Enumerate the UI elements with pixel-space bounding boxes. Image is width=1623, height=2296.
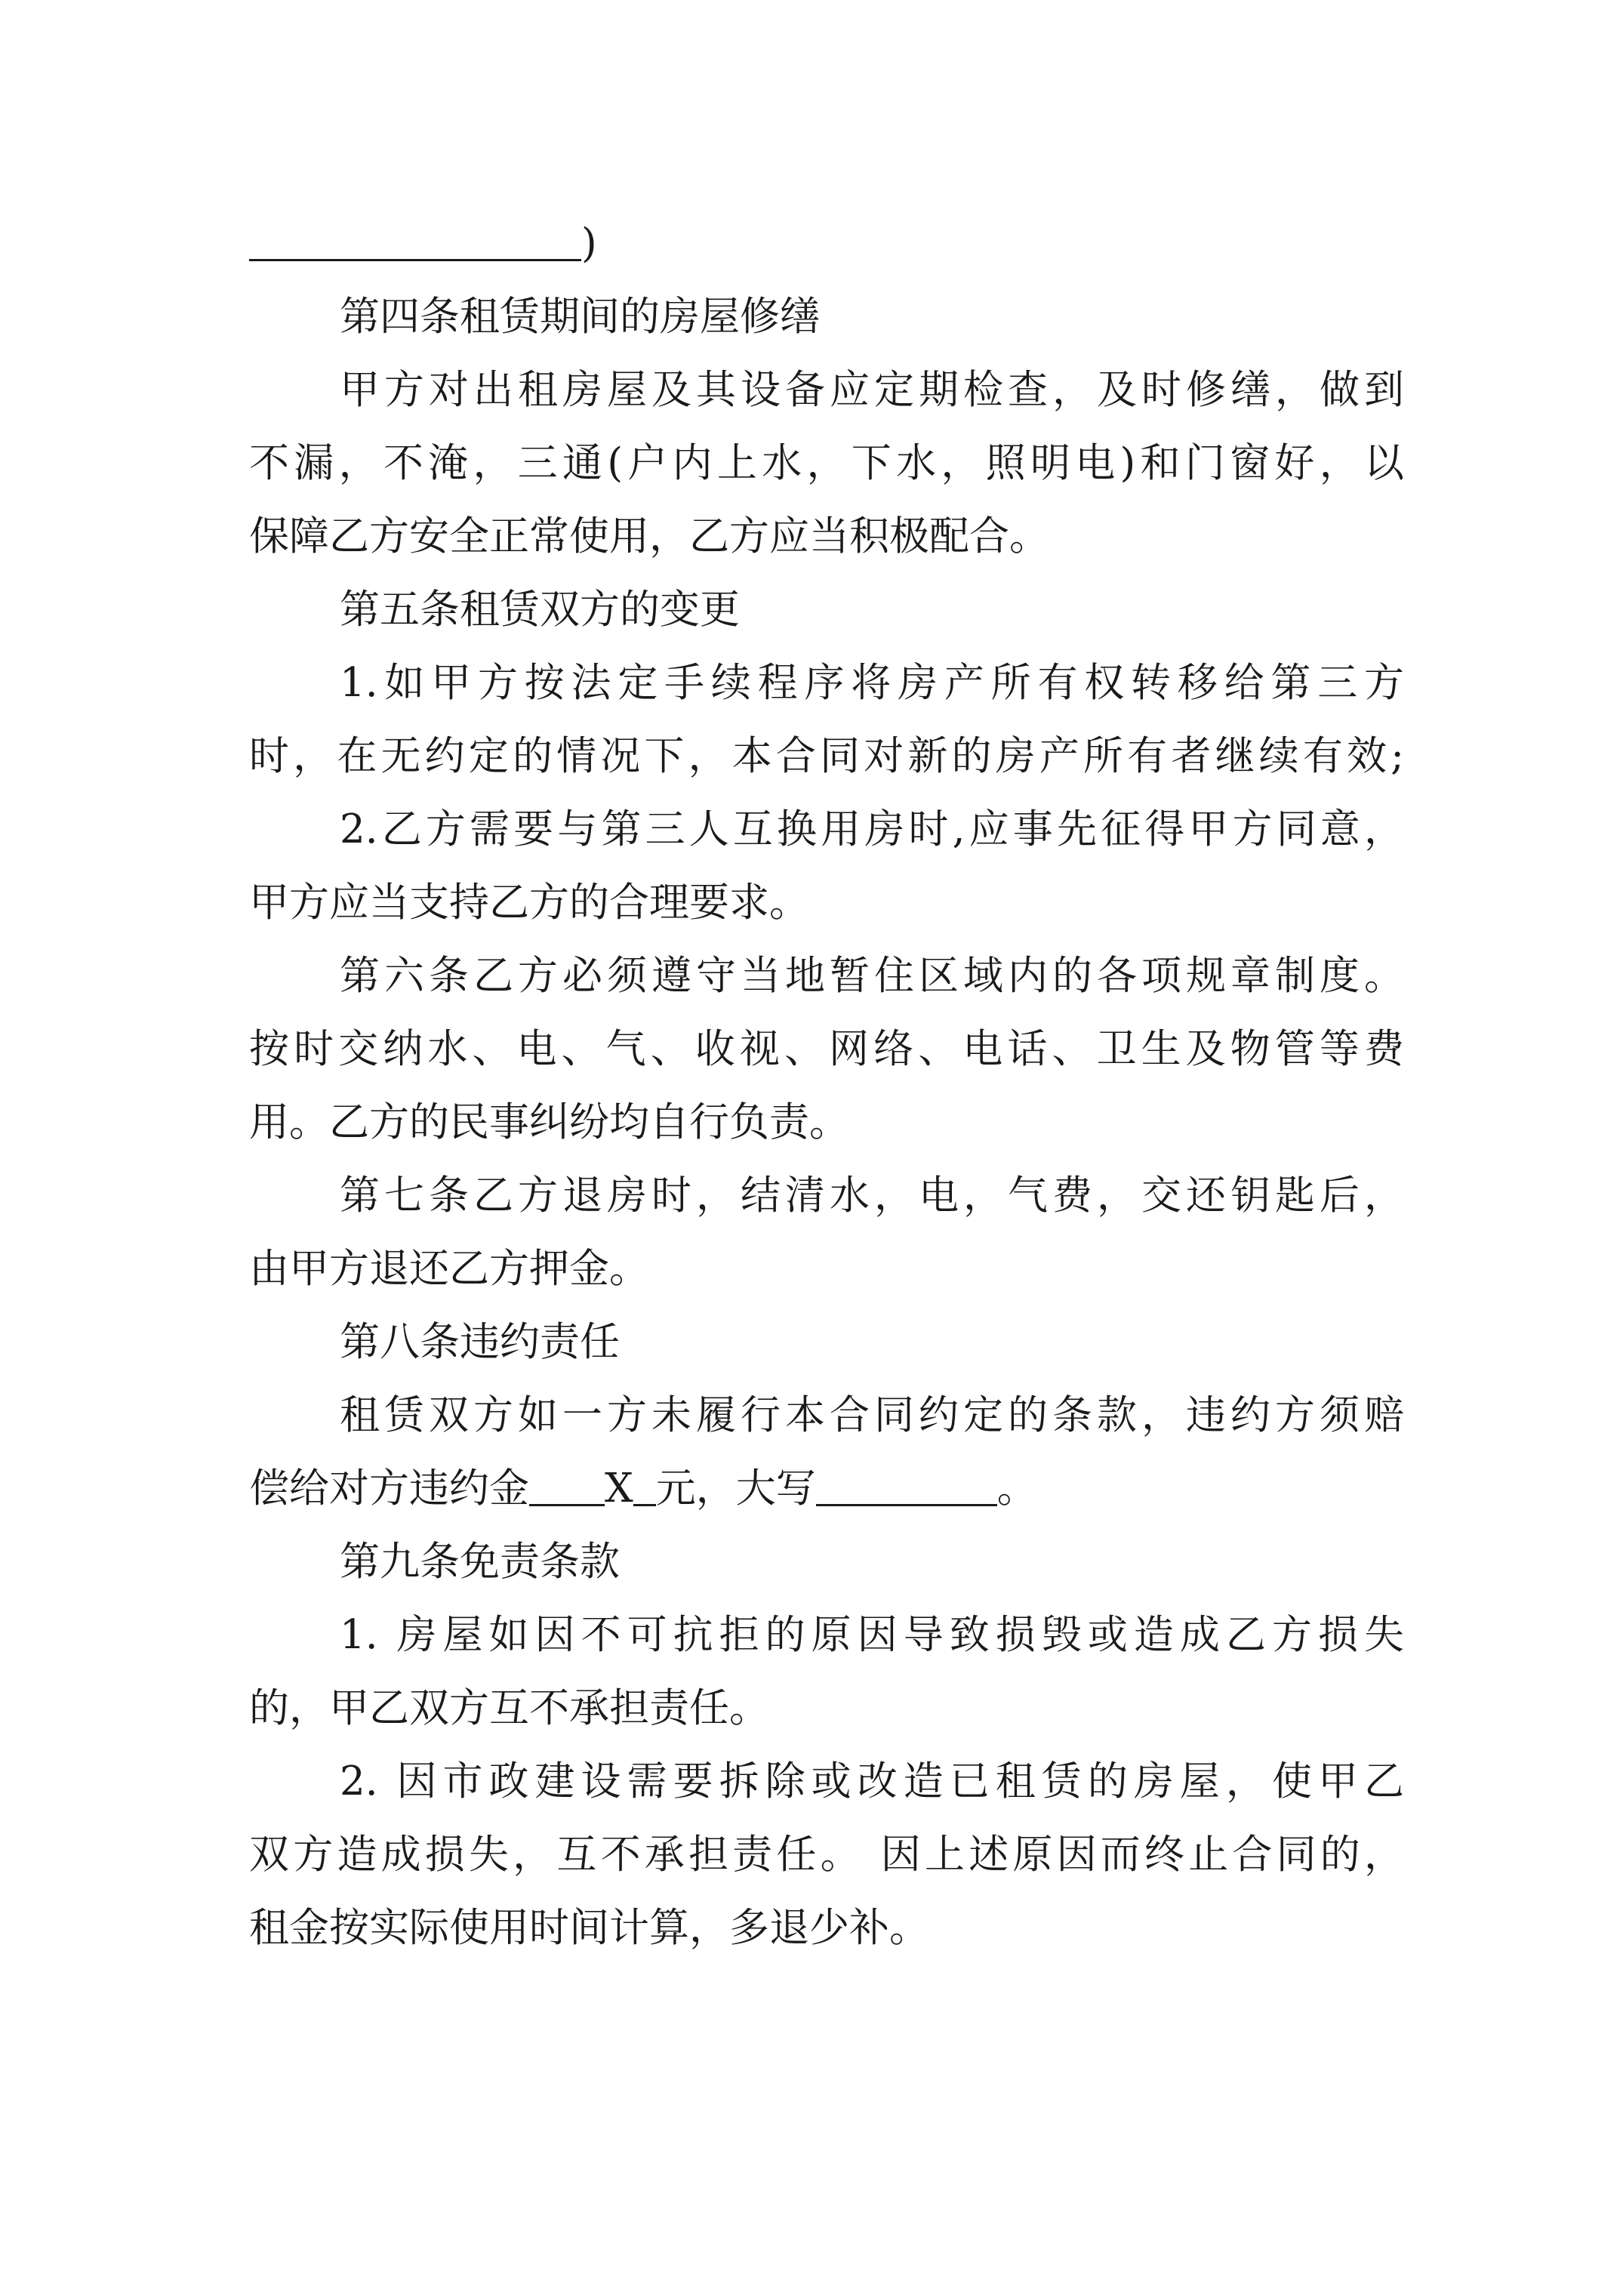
penalty-unit-text: 元，大写 bbox=[655, 1465, 816, 1512]
article-9-heading: 第九条免责条款 bbox=[340, 1539, 620, 1585]
closing-paren: ) bbox=[581, 220, 597, 267]
penalty-amount-blank bbox=[529, 1459, 605, 1506]
article-5-item-2-line-2: 甲方应当支持乙方的合理要求。 bbox=[249, 880, 809, 926]
article-8-heading: 第八条违约责任 bbox=[340, 1319, 620, 1365]
article-6-line-3: 用。乙方的民事纠纷均自行负责。 bbox=[249, 1099, 849, 1145]
penalty-text-prefix: 偿给对方违约金 bbox=[249, 1465, 529, 1512]
penalty-amount-blank-tail bbox=[633, 1459, 656, 1506]
article-9-item-1-line-2: 的，甲乙双方互不承担责任。 bbox=[249, 1685, 769, 1731]
penalty-uppercase-blank bbox=[816, 1459, 997, 1506]
article-8-para-line-2 bbox=[249, 1453, 1404, 1525]
blank-line-closing bbox=[249, 208, 1404, 280]
article-4-para-line-3: 保障乙方安全正常使用，乙方应当积极配合。 bbox=[249, 513, 1049, 559]
article-6-line-2: 按时交纳水、电、气、收视、网络、电话、卫生及物管等费 bbox=[249, 1026, 1404, 1072]
article-9-item-2-line-2: 双方造成损失，互不承担责任。 因上述原因而终止合同的， bbox=[249, 1832, 1404, 1878]
article-5-item-1-line-1: 1.如甲方按法定手续程序将房产所有权转移给第三方 bbox=[340, 660, 1404, 706]
article-8-para-line-1: 租赁双方如一方未履行本合同约定的条款，违约方须赔 bbox=[340, 1392, 1404, 1438]
article-6-line-1: 第六条乙方必须遵守当地暂住区域内的各项规章制度。 bbox=[340, 953, 1404, 999]
article-7-line-2: 由甲方退还乙方押金。 bbox=[249, 1246, 649, 1292]
article-7-line-1: 第七条乙方退房时，结清水，电，气费，交还钥匙后， bbox=[340, 1173, 1404, 1219]
fill-in-blank bbox=[249, 214, 581, 261]
article-9-item-2-line-3: 租金按实际使用时间计算，多退少补。 bbox=[249, 1905, 929, 1951]
penalty-amount-value: X bbox=[605, 1465, 633, 1512]
article-5-heading: 第五条租赁双方的变更 bbox=[340, 587, 740, 633]
article-4-heading: 第四条租赁期间的房屋修缮 bbox=[340, 294, 820, 340]
article-9-item-2-line-1: 2. 因市政建设需要拆除或改造已租赁的房屋，使甲乙 bbox=[340, 1758, 1404, 1804]
article-4-para-line-1: 甲方对出租房屋及其设备应定期检查，及时修缮，做到 bbox=[340, 367, 1404, 413]
article-4-para-line-2: 不漏，不淹，三通(户内上水，下水，照明电)和门窗好，以 bbox=[249, 440, 1404, 486]
article-5-item-1-line-2: 时，在无约定的情况下，本合同对新的房产所有者继续有效; bbox=[249, 733, 1404, 779]
article-5-item-2-line-1: 2.乙方需要与第三人互换用房时,应事先征得甲方同意， bbox=[340, 806, 1404, 852]
penalty-period: 。 bbox=[996, 1465, 1037, 1512]
article-9-item-1-line-1: 1. 房屋如因不可抗拒的原因导致损毁或造成乙方损失 bbox=[340, 1612, 1404, 1658]
